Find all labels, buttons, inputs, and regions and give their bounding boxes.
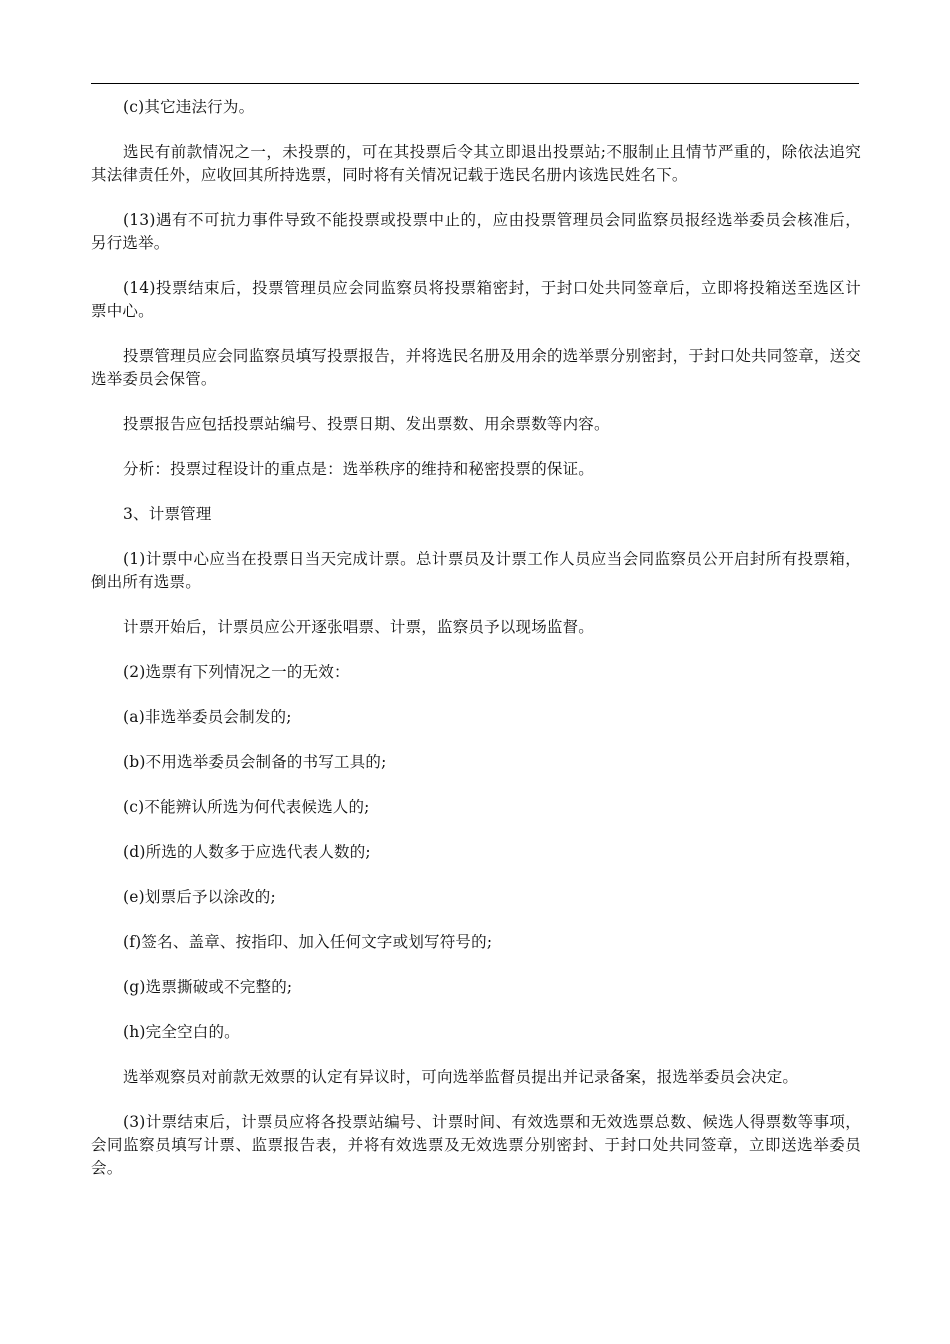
list-item: (b)不用选举委员会制备的书写工具的;	[123, 753, 387, 771]
paragraph: (2)选票有下列情况之一的无效：	[123, 663, 350, 681]
paragraph: 选举观察员对前款无效票的认定有异议时，可向选举监督员提出并记录备案，报选举委员会决定。	[123, 1068, 799, 1086]
paragraph: (13)遇有不可抗力事件导致不能投票或投票中止的，应由投票管理员会同监察员报经选举委员会核准后，另行选举。	[91, 211, 861, 252]
list-item: (f)签名、盖章、按指印、加入任何文字或划写符号的;	[123, 933, 493, 951]
paragraph: 投票管理员应会同监察员填写投票报告，并将选民名册及用余的选举票分别密封，于封口处共同签章，送交选举委员会保管。	[91, 347, 861, 388]
paragraph: (1)计票中心应当在投票日当天完成计票。总计票员及计票工作人员应当会同监察员公开启封所有投票箱，倒出所有选票。	[91, 550, 861, 591]
paragraph: 计票开始后，计票员应公开逐张唱票、计票，监察员予以现场监督。	[123, 618, 595, 636]
list-item: (a)非选举委员会制发的;	[123, 708, 292, 726]
paragraph: (14)投票结束后，投票管理员应会同监察员将投票箱密封，于封口处共同签章后，立即将投箱送至选区计票中心。	[91, 279, 861, 320]
section-heading: 3、计票管理	[123, 505, 212, 523]
list-item: (e)划票后予以涂改的;	[123, 888, 276, 906]
list-item: (c)不能辨认所选为何代表候选人的;	[123, 798, 370, 816]
list-item: (d)所选的人数多于应选代表人数的;	[123, 843, 371, 861]
paragraph: 分析：投票过程设计的重点是：选举秩序的维持和秘密投票的保证。	[123, 460, 595, 478]
paragraph: (c)其它违法行为。	[123, 98, 255, 116]
paragraph: (3)计票结束后，计票员应将各投票站编号、计票时间、有效选票和无效选票总数、候选人得票数等事项，会同监察员填写计票、监票报告表，并将有效选票及无效选票分别密封、于封口处共同签章，立即送选举委员会。	[91, 1113, 861, 1177]
list-item: (h)完全空白的。	[123, 1023, 240, 1041]
paragraph: 选民有前款情况之一，未投票的，可在其投票后令其立即退出投票站;不服制止且情节严重的，除依法追究其法律责任外，应收回其所持选票，同时将有关情况记载于选民名册内该选民姓名下。	[91, 143, 861, 184]
list-item: (g)选票撕破或不完整的;	[123, 978, 293, 996]
document-body	[91, 96, 861, 1202]
paragraph: 投票报告应包括投票站编号、投票日期、发出票数、用余票数等内容。	[123, 415, 610, 433]
header-rule	[91, 83, 859, 84]
